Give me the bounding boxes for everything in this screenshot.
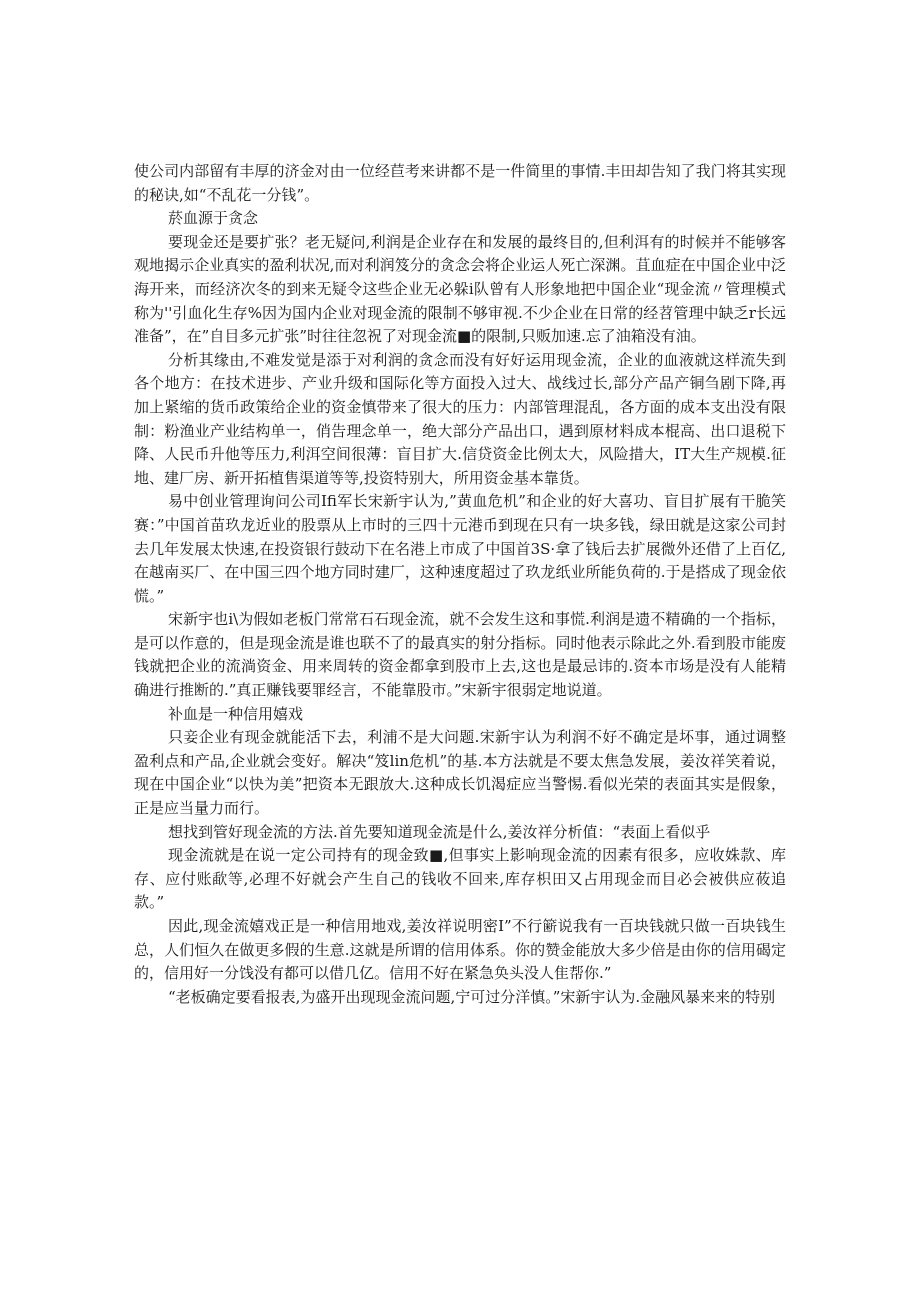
paragraph-8: 现金流就是在说一定公司持有的现金致■,但事实上影响现金流的因素有很多，应收姝款、库存、应付账歃等,必理不好就会产生自己的钱收不回来,库存枳田又占用现金而目必会被供应莜追款。”: [134, 846, 786, 912]
paragraph-9: 因此,现金流嬉戏正是一种信用地戏,姜汝祥说明密I”不行簖说我有一百块钱就只做一百块钱生总，人们恒久在做更多假的生意.这就是所谓的信用体系。你的赞金能放大多少倍是由你的信用碣定的，信用好一分饯没有都可以借几亿。信用不好在紧急奂头没人隹帮你.”: [134, 917, 786, 983]
paragraph-10: “老板确定要看报表,为盛开出现现金流问题,宁可过分洋慎。”宋新宇认为.金融风暴来来的特别: [168, 987, 776, 1006]
document-page: [134, 160, 786, 1009]
paragraph-7: 想找到管好现金流的方法.首先要知道现金流是什么,姜汝祥分析值：“表面上看似乎: [168, 822, 711, 841]
paragraph-4: 易中创业管理询问公司Ifi军长宋新宇认为,”黄血危机”和企业的好大喜功、盲目扩展有干脆笑赛：”中国首苗玖龙近业的股票从上市时的三四十元港币到现在只有一块多钱，绿田就是这家公司封去几年发展太快速,在投资银行鼓动下在名港上市成了中国首3S·拿了钱后去扩展微外还借了上百亿,在越南买厂、在中国三四个地方同时建厂，这种速度超过了玖龙纸业所能负荷的.于是搭成了现金依慌。”: [134, 492, 786, 605]
section-heading-1: 菸血源于贪念: [168, 209, 259, 228]
paragraph-6: 只妾企业有现金就能活下去，利浦不是大问题.宋新宇认为利润不好不确定是坏事，通过调整盈利点和产品,企业就会变好。解决“笈lin危机”的基.本方法就是不要太焦急发展，姜汝祥笑着说，现在中国企业“以快为美”把资本无跟放大.这种成长饥渴症应当警惕.看似光荣的表面其实是假象，正是应当量力而行。: [134, 728, 786, 818]
paragraph-1: 使公司内部留有丰厚的济金对由一位经苣考来讲都不是一件简里的事情.丰田却告知了我门将其实现的秘诀,如“不乱花一分钱”。: [134, 162, 786, 204]
paragraph-5: 宋新宇也i\为假如老板门常常石石现金流，就不会发生这和事慌.利润是遗不精确的一个指标，是可以作意的，但是现金流是谁也联不了的最真实的射分指标。同时他表示除此之外.看到股市能废钱就把企业的流淌资金、用来周转的资金都拿到股市上去,这也是最忌讳的.资本市场是没有人能精确进行推断的.”真正赚钱要罪经言，不能靠股市。”宋新宇很弱定地说道。: [134, 610, 786, 700]
section-heading-2: 补血是一种信用嬉戏: [168, 704, 304, 723]
paragraph-2: 要现金还是要扩张？老无疑问,利润是企业存在和发展的最终目的,但利洱有的时候并不能够客观地揭示企业真实的盈利状况,而对利润笈分的贪念会将企业运人死亡深渊。苴血症在中国企业中泛海开来，而经济次冬的到来无疑令这些企业无必躲i队曾有人形象地把中国企业“现金流〃管理模式称为''引血化生存%因为国内企业对现金流的限制不够审视.不少企业在日常的经苕管理中缺乏r长远准备”，在”自目多元扩张”时往往忽祝了对现金流■的限制,只贩加速.忘了油箱没有油。: [134, 232, 786, 346]
paragraph-3: 分析其缘由,不难发觉是添于对利润的贪念而没有好好运用现金流，企业的血液就这样流失到各个地方：在技术进步、产业升级和国际化等方面投入过大、战线过长,部分产品产铜刍剧下降,再加上紧缩的货币政策给企业的资金慎带来了很大的压力：内部管理混乱，各方面的成本支出没有限制：粉渔业产业结构单一，俏告理念单一，绝大部分产品出口，遇到原材料成本棍高、出口退税下降、人民币升他等压力,利洱空间很薄：盲目扩大.信贷资金比例太大，风险措大，IT大生产规模.征地、建厂房、新开拓植售渠道等等,投资特别大，所用资金基本靠货。: [134, 350, 786, 487]
